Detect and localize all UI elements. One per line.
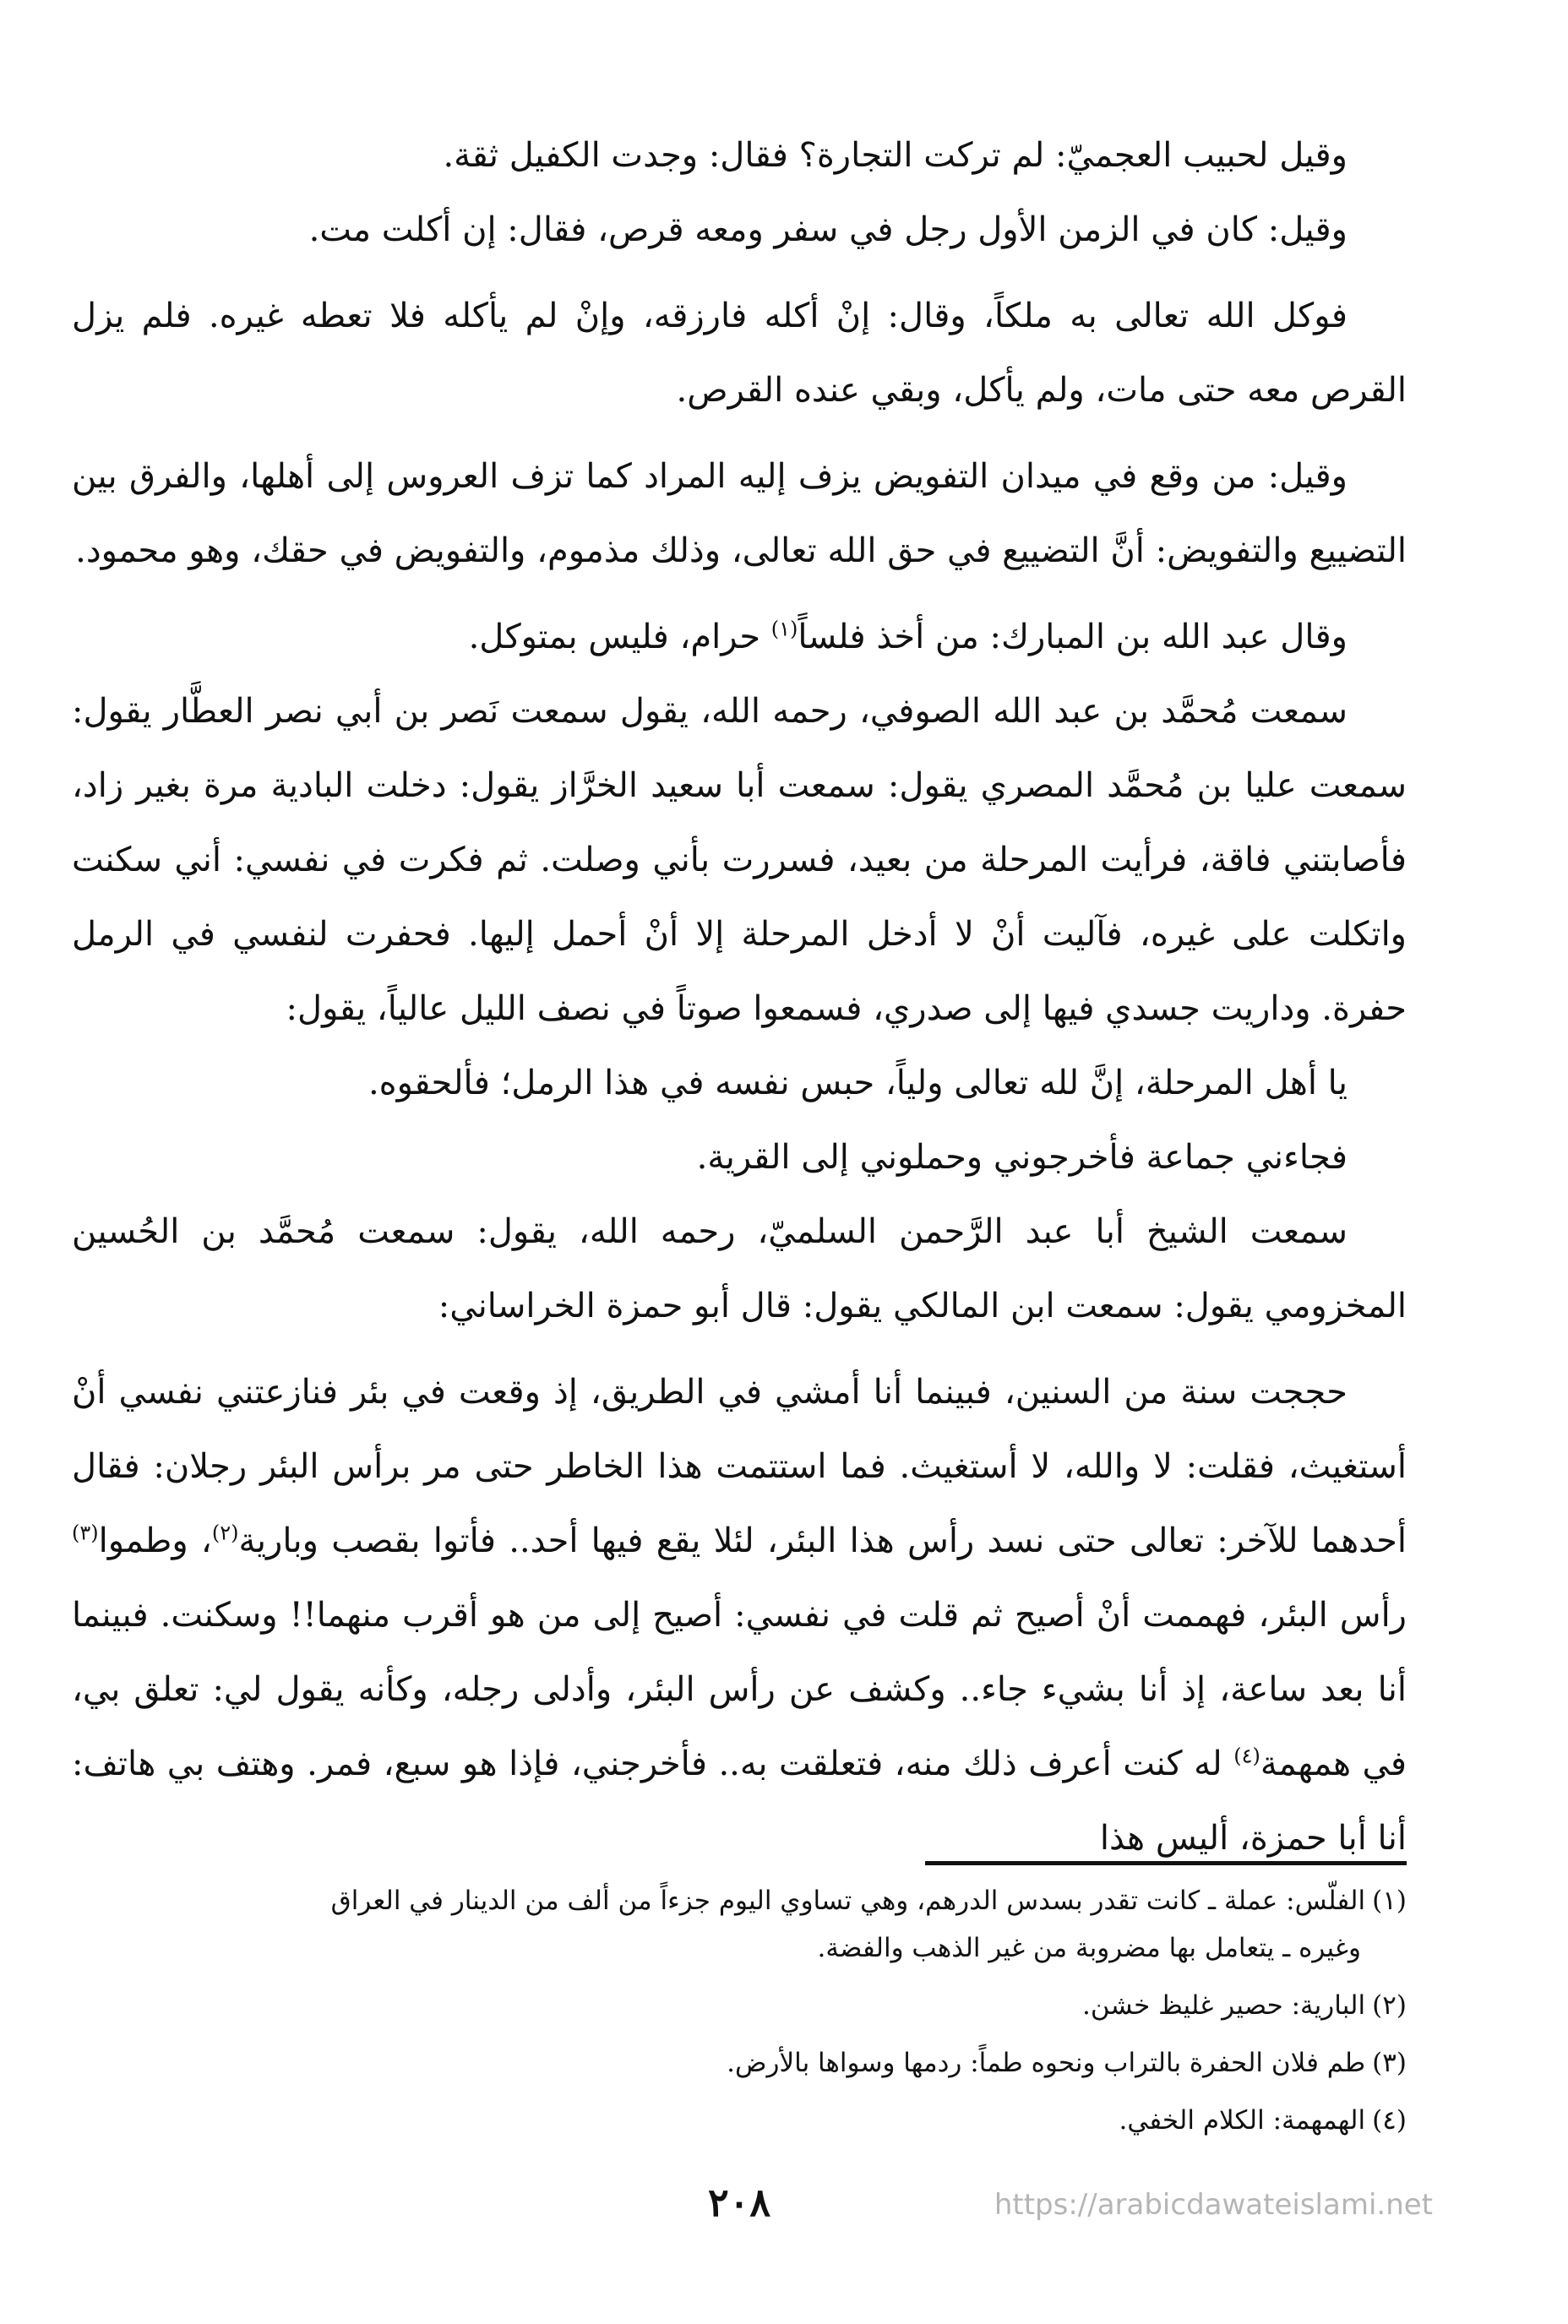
text-segment: ، وطموا [98,1521,212,1560]
footnote-ref: (٤) [1233,1744,1260,1768]
footnote-text: البارية: حصير غليظ خشن. [1082,1990,1366,2021]
text-segment: حججت سنة من السنين، فبينما أنا أمشي في الطريق، إذ وقعت في بئر فنازعتني نفسي أنْ أستغيث، فقلت: لا والله، لا أستغيث. فما استتمت هذا الخاطر حتى مر برأس البئر رجلان: فقال أحدهما للآخر: تعالى حتى نسد رأس هذا البئر، لئلا يقع فيها أحد.. فأتوا بقصب وبارية [72,1373,1407,1560]
footnote-ref: (٢) [211,1521,239,1545]
paragraph-tafwid: وقيل: من وقع في ميدان التفويض يزف إليه المراد كما تزف العروس إلى أهلها، والفرق بين التضييع والتفويض: أنَّ التضييع في حق الله تعالى، وذلك مذموم، والتفويض في حقك، وهو محمود. [72,457,1407,570]
text-segment: حرام، فليس بمتوكل. [468,618,771,656]
footnote-divider [925,1861,1407,1865]
quote-marhala: يا أهل المرحلة، إنَّ لله تعالى ولياً، حبس نفسه في هذا الرمل؛ فألحقوه. [368,1064,1348,1102]
footnote-number: (٢) [1372,1990,1407,2021]
body-text [72,118,1407,1875]
footnote-1 [72,1877,1407,1924]
page-number: ٢٠٨ [707,2180,771,2225]
text-segment: له كنت أعرف ذلك منه، فتعلقت به.. فأخرجني، فإذا هو سبع، فمر. وهتف بي هاتف: أنا أبا حمزة، أليس هذا [72,1744,1407,1858]
text-segment: وقال عبد الله بن المبارك: من أخذ فلساً [798,618,1348,656]
footnotes [72,1877,1407,2154]
footnote-2 [72,1982,1407,2029]
footnote-text: الفلّس: عملة ـ كانت تقدر بسدس الدرهم، وهي تساوي اليوم جزءاً من ألف من الدينار في العراق [330,1886,1366,1916]
quote-jamaa: فجاءني جماعة فأخرجوني وحملوني إلى القرية. [696,1138,1348,1177]
footnote-number: (٤) [1372,2105,1407,2136]
text-segment: رأس البئر، فهممت أنْ أصيح ثم قلت في نفسي: أصيح إلى من هو أقرب منهما!! وسكنت. فبينما أنا بعد ساعة، إذ أنا بشيء جاء.. وكشف عن رأس البئر، وأدلى رجله، وكأنه يقول لي: تعلق بي، في همهمة [72,1596,1407,1783]
footnote-text: الهمهمة: الكلام الخفي. [1119,2105,1366,2136]
paragraph-qurs: وقيل: كان في الزمن الأول رجل في سفر ومعه قرص، فقال: إن أكلت مت. [308,210,1348,249]
paragraph-habib: وقيل لحبيب العجميّ: لم تركت التجارة؟ فقال: وجدت الكفيل ثقة. [443,136,1348,175]
footnote-ref: (١) [770,617,798,641]
paragraph-malak: فوكل الله تعالى به ملكاً، وقال: إنْ أكله فارزقه، وإنْ لم يأكله فلا تعطه غيره. فلم يزل القرص معه حتى مات، ولم يأكل، وبقي عنده القرص. [72,297,1407,410]
footnote-3 [72,2039,1407,2087]
footnote-1-continuation: وغيره ـ يتعامل بها مضروبة من غير الذهب والفضة. [817,1933,1361,1963]
paragraph-abu-hamza [72,1355,1407,1875]
book-page [72,0,1407,2324]
footnote-number: (١) [1372,1886,1407,1916]
footnote-ref: (٣) [72,1521,99,1545]
footnote-text: طم فلان الحفرة بالتراب ونحوه طماً: ردمها وسواها بالأرض. [727,2048,1366,2078]
watermark-url: https://arabicdawateislami.net [994,2188,1433,2222]
paragraph-kharraz: سمعت مُحمَّد بن عبد الله الصوفي، رحمه الله، يقول سمعت نَصر بن أبي نصر العطَّار يقول: سمعت عليا بن مُحمَّد المصري يقول: سمعت أبا سعيد الخرَّاز يقول: دخلت البادية مرة بغير زاد، فأصابتني فاقة، فرأيت المرحلة من بعيد، فسررت بأني وصلت. ثم فكرت في نفسي: أني سكنت واتكلت على غيره، فآليت أنْ لا أدخل المرحلة إلا أنْ أحمل إليها. فحفرت لنفسي في الرمل حفرة. وداريت جسدي فيها إلى صدري، فسمعوا صوتاً في نصف الليل عالياً، يقول: [72,692,1407,1028]
paragraph-sulami: سمعت الشيخ أبا عبد الرَّحمن السلميّ، رحمه الله، يقول: سمعت مُحمَّد بن الحُسين المخزومي يقول: سمعت ابن المالكي يقول: قال أبو حمزة الخراساني: [72,1212,1407,1325]
footnote-number: (٣) [1372,2048,1407,2078]
footnote-4 [72,2097,1407,2144]
paragraph-ibn-mubarak [72,600,1407,674]
